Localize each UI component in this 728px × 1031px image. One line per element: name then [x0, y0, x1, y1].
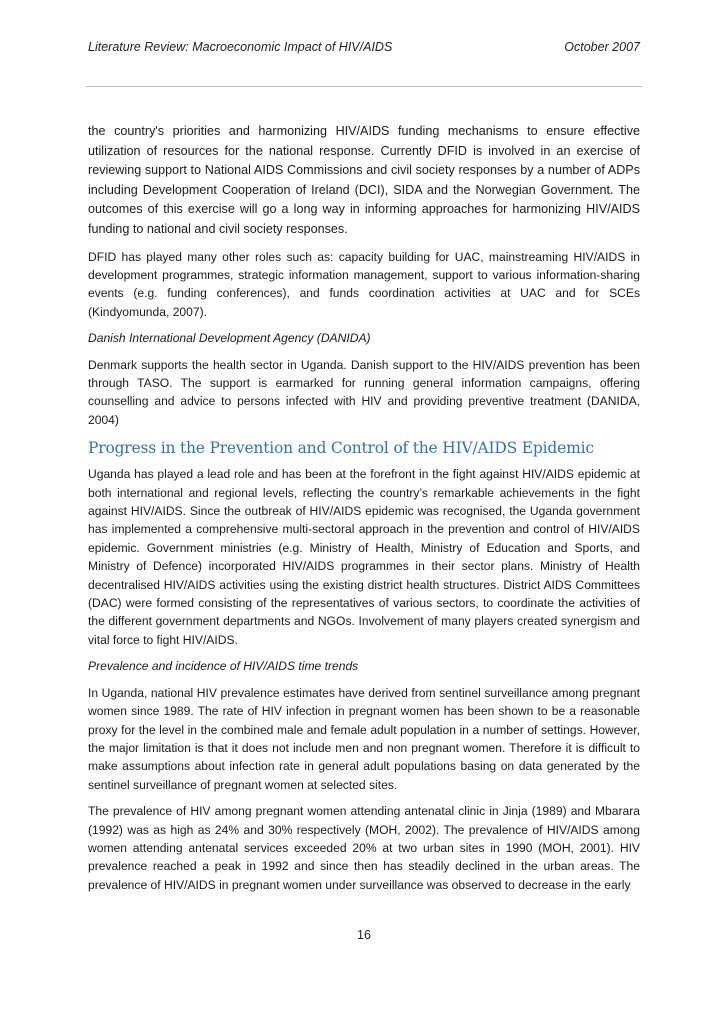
paragraph-sentinel-surveillance: In Uganda, national HIV prevalence estimates have derived from sentinel surveillance among pregnant women since 1989. The rate of HIV infection in pregnant women has been shown to be a reasonable proxy for the level in the combined male and female adult population in a number of settings. However, the major limitation is that it does not include men and non pregnant women. Therefore it is difficult to make assumptions about infection rate in general adult populations basing on data generated by the sentinel surveillance of pregnant women at selected sites.: [88, 685, 640, 792]
subheading-prevalence-trends: Prevalence and incidence of HIV/AIDS time trends: [88, 659, 359, 674]
paragraph-uganda-lead: Uganda has played a lead role and has been at the forefront in the fight against HIV/AIDS epidemic at both international and regional levels, reflecting the country’s remarkable achievements in the fight against HIV/AIDS. Since the outbreak of HIV/AIDS epidemic was recognised, the Uganda government has implemented a comprehensive multi-sectoral approach in the prevention and control of HIV/AIDS epidemic. Government ministries (e.g. Ministry of Health, Ministry of Education and Sports, and Ministry of Defence) incorporated HIV/AIDS programmes in their sector plans. Ministry of Health decentralised HIV/AIDS activities using the existing district health structures. District AIDS Committees (DAC) were formed consisting of the representatives of various sectors, to coordinate the activities of the different government departments and NGOs. Involvement of many players created synergism and vital force to fight HIV/AIDS.: [88, 467, 640, 647]
page-body: [88, 122, 640, 902]
page-header: [88, 40, 640, 54]
header-rule: [86, 86, 642, 87]
subheading-danida: Danish International Development Agency (DANIDA): [88, 331, 371, 346]
page-number: 16: [357, 928, 371, 942]
paragraph-dfid-roles: DFID has played many other roles such as: capacity building for UAC, mainstreaming HIV/AIDS in development programmes, strategic information management, support to various information-sharing events (e.g. funding conferences), and funds coordination activities at UAC and for SCEs (Kindyomunda, 2007).: [88, 249, 640, 319]
section-heading-progress: Progress in the Prevention and Control of the HIV/AIDS Epidemic: [88, 439, 594, 458]
header-title: Literature Review: Macroeconomic Impact of HIV/AIDS: [88, 40, 393, 54]
paragraph-prevalence-figures: The prevalence of HIV among pregnant women attending antenatal clinic in Jinja (1989) and Mbarara (1992) was as high as 24% and 30% respectively (MOH, 2002). The prevalence of HIV/AIDS among women attending antenatal services exceeded 20% at two urban sites in 1990 (MOH, 2001). HIV prevalence reached a peak in 1992 and since then has steadily declined in the urban areas. The prevalence of HIV/AIDS in pregnant women under surveillance was observed to decrease in the early: [88, 804, 640, 892]
paragraph-dfid-harmonizing: the country's priorities and harmonizing HIV/AIDS funding mechanisms to ensure effective utilization of resources for the national response. Currently DFID is involved in an exercise of reviewing support to National AIDS Commissions and civil society responses by a number of ADPs including Development Cooperation of Ireland (DCI), SIDA and the Norwegian Government. The outcomes of this exercise will go a long way in informing approaches for harmonizing HIV/AIDS funding to national and civil society responses.: [88, 124, 640, 236]
header-date: October 2007: [564, 40, 640, 54]
paragraph-denmark: Denmark supports the health sector in Uganda. Danish support to the HIV/AIDS prevention has been through TASO. The support is earmarked for running general information campaigns, offering counselling and advice to persons infected with HIV and providing preventive treatment (DANIDA, 2004): [88, 357, 640, 427]
